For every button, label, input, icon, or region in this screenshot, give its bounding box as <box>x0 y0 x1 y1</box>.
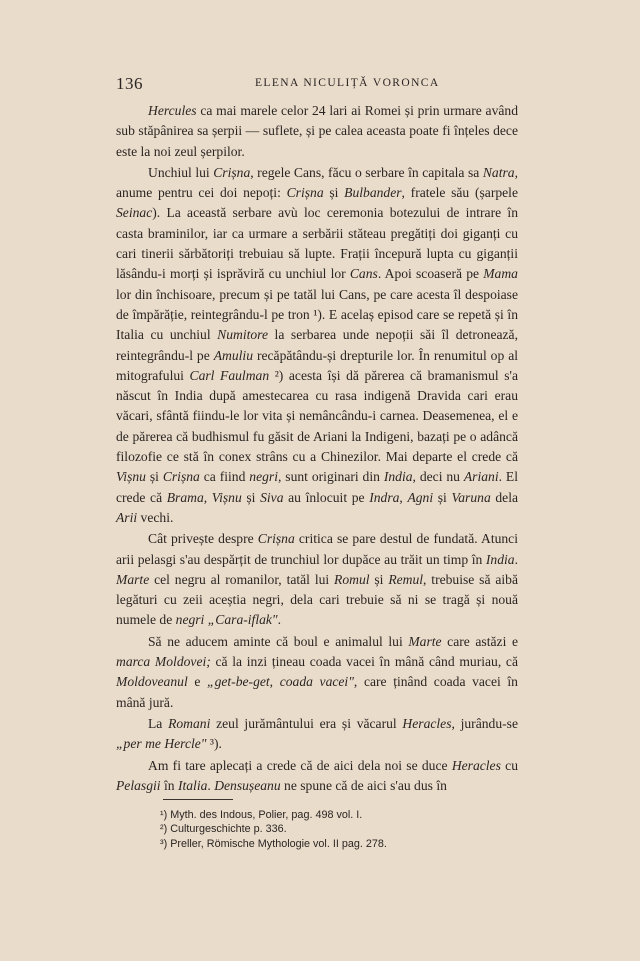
text-run: și <box>369 571 389 587</box>
italic-text: Marte <box>116 571 150 587</box>
footnote-text: Myth. des Indous, Polier, pag. 498 vol. I. <box>170 809 363 821</box>
footnote-divider <box>163 799 233 800</box>
footnote-mark: ¹) <box>160 809 168 821</box>
footnote-mark: ²) <box>160 823 168 836</box>
text-run: cel negru al romanilor, tatăl lui <box>149 571 335 587</box>
text-run: vechi. <box>137 509 174 525</box>
text-run: că la inzi țineau coada vacei în mână când muriau, că <box>210 654 518 670</box>
text-run: . <box>277 612 282 628</box>
italic-text: Pelasgii <box>116 777 161 793</box>
italic-text: Mama <box>483 266 518 282</box>
italic-text: Brama <box>166 489 204 505</box>
footnote <box>160 837 490 851</box>
text-run: ). La această serbare avù loc ceremonia botezului de intrare în casta braminilor, iar ca urmare a serbării stăteau pregătiți doi giganți cu cari tinerii sărbătoriți trebuiau să lupte. Frații începură lupta cu giganții lăsându-i morți și isprăviră cu unchiul lor <box>116 205 518 282</box>
footnote-text: Preller, Römische Mythologie vol. II pag. 278. <box>170 837 387 850</box>
italic-text: Crișna <box>286 185 324 201</box>
text-run: , care ținând coada vacei în mână jură. <box>116 674 518 710</box>
text-run: ca fiind <box>199 469 250 485</box>
italic-text: Crișna <box>213 164 251 180</box>
text-run: , deci nu <box>412 469 464 485</box>
text-run: în <box>160 777 178 793</box>
italic-text: Siva <box>260 489 284 505</box>
footnotes <box>160 808 490 851</box>
paragraph <box>116 101 518 162</box>
text-run: critica se pare destul de fundată. Atunci arii pelasgi s'au despărțit de trunchiul lor dupăce au trăit un timp în <box>116 531 518 567</box>
text-run: au înlocuit pe <box>283 489 370 505</box>
page-header <box>116 74 518 94</box>
text-run: recăpătându-și drepturile lor. În renumitul op al mitografului <box>116 347 519 383</box>
italic-text: Marte <box>408 633 442 649</box>
italic-text: negri <box>249 469 278 485</box>
italic-text: India <box>383 469 413 485</box>
italic-text: Italia <box>177 777 208 793</box>
italic-text: Indra <box>369 489 400 505</box>
italic-text: Vișnu <box>211 489 242 505</box>
text-run: Unchiul lui <box>148 164 214 180</box>
text-run: , <box>399 489 408 505</box>
italic-text: Vișnu <box>116 469 146 485</box>
italic-text: Heracles <box>402 715 452 731</box>
italic-text: Crișna <box>162 469 200 485</box>
text-run: și <box>241 489 261 505</box>
italic-text: Varuna <box>451 489 491 505</box>
footnote <box>160 808 490 822</box>
text-run: Cât privește despre <box>148 531 258 547</box>
italic-text: Cans <box>349 266 378 282</box>
italic-text: Remul <box>388 571 424 587</box>
italic-text: India <box>485 551 515 567</box>
italic-text: Amuliu <box>213 347 253 363</box>
running-title: ELENA NICULIȚĂ VORONCA <box>255 77 440 89</box>
body-text <box>116 101 518 796</box>
italic-text: Bulbander <box>344 185 402 201</box>
italic-text: Agni <box>407 489 434 505</box>
text-run: ne spune că de aici s'au dus în <box>280 777 447 793</box>
italic-text: Ariani <box>463 469 499 485</box>
text-run: ³). <box>206 736 222 752</box>
italic-text: Numitore <box>217 327 269 343</box>
text-run: dela <box>490 489 519 505</box>
text-run: și <box>323 185 345 201</box>
italic-text: Arii <box>116 509 138 525</box>
italic-text: „per me Hercle" <box>116 736 207 752</box>
text-run: la serbarea unde nepoții săi îl detronează, reintegrându-l pe <box>116 327 518 363</box>
text-run: . El crede că <box>116 469 518 505</box>
italic-text: Romul <box>334 571 370 587</box>
text-run: lor din închisoare, precum și pe tatăl lui Cans, pe care acesta îl despoiase de împărăție, reintegrându-l pe tron ¹). E acelaș episod care se repetă și în Italia cu unchiul <box>116 286 518 343</box>
text-run: ca mai marele celor 24 lari ai Romei și prin urmare având sub stăpânirea sa șerpii — suflete, și pe calea aceasta poate fi înțeles dece este la noi zeul șerpilor. <box>116 103 518 159</box>
text-run: zeul jurământului era și văcarul <box>210 715 403 731</box>
text-run: și <box>433 489 452 505</box>
italic-text: Crișna <box>257 531 295 547</box>
text-run: . Apoi scoaseră pe <box>377 266 484 282</box>
italic-text: Natra <box>482 164 515 180</box>
footnote-mark: ³) <box>160 837 168 850</box>
italic-text: Heracles <box>451 757 501 773</box>
footnote <box>160 822 490 836</box>
italic-text: Romani <box>168 715 211 731</box>
footnote-text: Culturgeschichte p. 336. <box>170 823 287 836</box>
text-run: și <box>145 469 163 485</box>
italic-text: negri „Cara-iflak" <box>175 612 278 628</box>
text-run: Să ne aducem aminte că boul e animalul lui <box>148 633 409 649</box>
text-run: , trebuise să aibă legături cu zeii aceștia negri, dela cari trebuie să ni se tragă și nouă numele de <box>116 571 518 628</box>
text-run: Am fi tare aplecați a crede că de aici dela noi se duce <box>148 757 452 773</box>
paragraph <box>116 714 518 755</box>
text-run: , sunt originari din <box>278 469 384 485</box>
page-number: 136 <box>116 74 143 93</box>
paragraph <box>116 163 518 528</box>
text-run: , fratele său (șarpele <box>401 185 518 201</box>
italic-text: Hercules <box>148 103 197 118</box>
italic-text: marca Moldovei; <box>116 654 211 670</box>
text-run: , anume pentru cei doi nepoți: <box>116 164 518 201</box>
paragraph <box>116 756 518 797</box>
text-run: cu <box>500 757 518 773</box>
paragraph <box>116 529 518 630</box>
italic-text: Moldoveanul <box>116 674 188 690</box>
text-run: , jurându-se <box>451 715 518 731</box>
text-run: , <box>203 489 212 505</box>
italic-text: Densușeanu <box>214 777 281 793</box>
text-run: . <box>207 777 215 793</box>
text-run: ²) acesta își dă părerea că bramanismul s'a născut în India după amestecarea cu rasa indigenă Dravida cari erau văcari, sfântă fiindu-le lor vita și nemâncându-i carnea. Deasemenea, el e de părerea că budhismul fu găsit de Ariani la Indigeni, bazați pe o adâncă filozofie ce stă în conex strâns cu a Chinezilor. Mai departe el crede că <box>116 367 518 465</box>
italic-text: Seinac <box>116 205 153 221</box>
text-run: e <box>187 674 208 690</box>
text-run: care astăzi e <box>441 633 518 649</box>
text-run: La <box>148 715 169 731</box>
text-run: . <box>514 551 518 567</box>
italic-text: „get-be-get, coada vacei" <box>207 674 354 690</box>
text-run: , regele Cans, făcu o serbare în capitala sa <box>250 164 483 180</box>
paragraph <box>116 632 518 713</box>
italic-text: Carl Faulman <box>189 367 270 383</box>
